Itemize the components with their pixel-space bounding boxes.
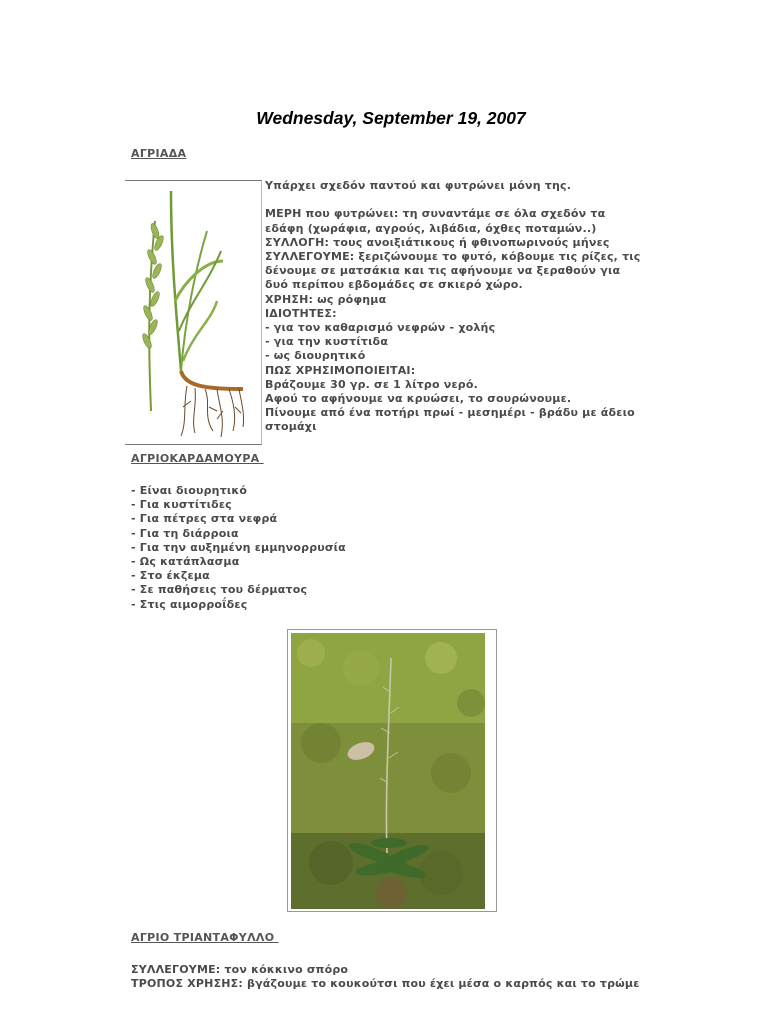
- text-line: Πίνουμε από ένα ποτήρι πρωί - μεσημέρι - βράδυ με άδειο: [265, 406, 635, 420]
- text-line: - για τον καθαρισμό νεφρών - χολής: [265, 321, 496, 335]
- text-line: Υπάρχει σχεδόν παντού και φυτρώνει μόνη της.: [265, 179, 572, 192]
- list-item: - Σε παθήσεις του δέρματος: [131, 583, 308, 597]
- text-line: ΧΡΗΣΗ: ως ρόφημα: [265, 292, 387, 306]
- text-line: ΜΕΡΗ που φυτρώνει: τη συναντάμε σε όλα σχεδόν τα: [265, 207, 606, 221]
- section2-list: [131, 484, 346, 612]
- list-item: - Για τη διάρροια: [131, 526, 239, 540]
- text-line: δένουμε σε ματσάκια και τις αφήνουμε να ξεραθούν για: [265, 264, 621, 278]
- list-item: - Είναι διουρητικό: [131, 484, 248, 497]
- shepherds-purse-photo-icon: [291, 633, 485, 909]
- section3-text: [131, 963, 640, 991]
- grass-plant-image: [125, 180, 262, 445]
- text-line: εδάφη (χωράφια, αγρούς, λιβάδια, όχθες ποταμών..): [265, 221, 597, 235]
- text-line: ΣΥΛΛΟΓΗ: τους ανοιξιάτικους ή φθινοπωρινούς μήνες: [265, 235, 610, 249]
- text-line: - ως διουρητικό: [265, 349, 366, 363]
- section1-text: [265, 179, 641, 435]
- text-line: Βράζουμε 30 γρ. σε 1 λίτρο νερό.: [265, 377, 479, 391]
- grass-plant-illustration-icon: [125, 181, 261, 444]
- text-line: ΠΩΣ ΧΡΗΣΙΜΟΠΟΙΕΙΤΑΙ:: [265, 363, 416, 377]
- section-title-agriokardamoura[interactable]: ΑΓΡΙΟΚΑΡΔΑΜΟΥΡΑ: [131, 452, 264, 465]
- list-item: - Ως κατάπλασμα: [131, 555, 240, 569]
- wild-plant-photo: [287, 629, 497, 912]
- text-line: Αφού το αφήνουμε να κρυώσει, το σουρώνουμε.: [265, 392, 572, 406]
- section-title-agrio-triantafyllo[interactable]: ΑΓΡΙΟ ΤΡΙΑΝΤΑΦΥΛΛΟ: [131, 931, 279, 944]
- text-line: ΣΥΛΛΕΓΟΥΜΕ: τον κόκκινο σπόρο: [131, 963, 349, 976]
- list-item: - Για κυστίτιδες: [131, 498, 232, 512]
- text-line: - για την κυστίτιδα: [265, 335, 389, 349]
- text-line: ΙΔΙΟΤΗΤΕΣ:: [265, 306, 337, 320]
- list-item: - Στο έκζεμα: [131, 569, 210, 583]
- text-line: ΣΥΛΛΕΓΟΥΜΕ: ξεριζώνουμε το φυτό, κόβουμε τις ρίζες, τις: [265, 250, 641, 264]
- text-line: ΤΡΟΠΟΣ ΧΡΗΣΗΣ: βγάζουμε το κουκούτσι που έχει μέσα ο καρπός και το τρώμε: [131, 977, 640, 991]
- text-line: [265, 193, 641, 207]
- list-item: - Για την αυξημένη εμμηνορρυσία: [131, 540, 346, 554]
- section-title-agriada[interactable]: ΑΓΡΙΑΔΑ: [131, 147, 187, 160]
- list-item: - Στις αιμορροΐδες: [131, 597, 248, 611]
- text-line: δυό περίπου εβδομάδες σε σκιερό χώρο.: [265, 278, 523, 292]
- post-date: Wednesday, September 19, 2007: [256, 108, 526, 128]
- list-item: - Για πέτρες στα νεφρά: [131, 512, 278, 526]
- text-line: στομάχι: [265, 420, 317, 434]
